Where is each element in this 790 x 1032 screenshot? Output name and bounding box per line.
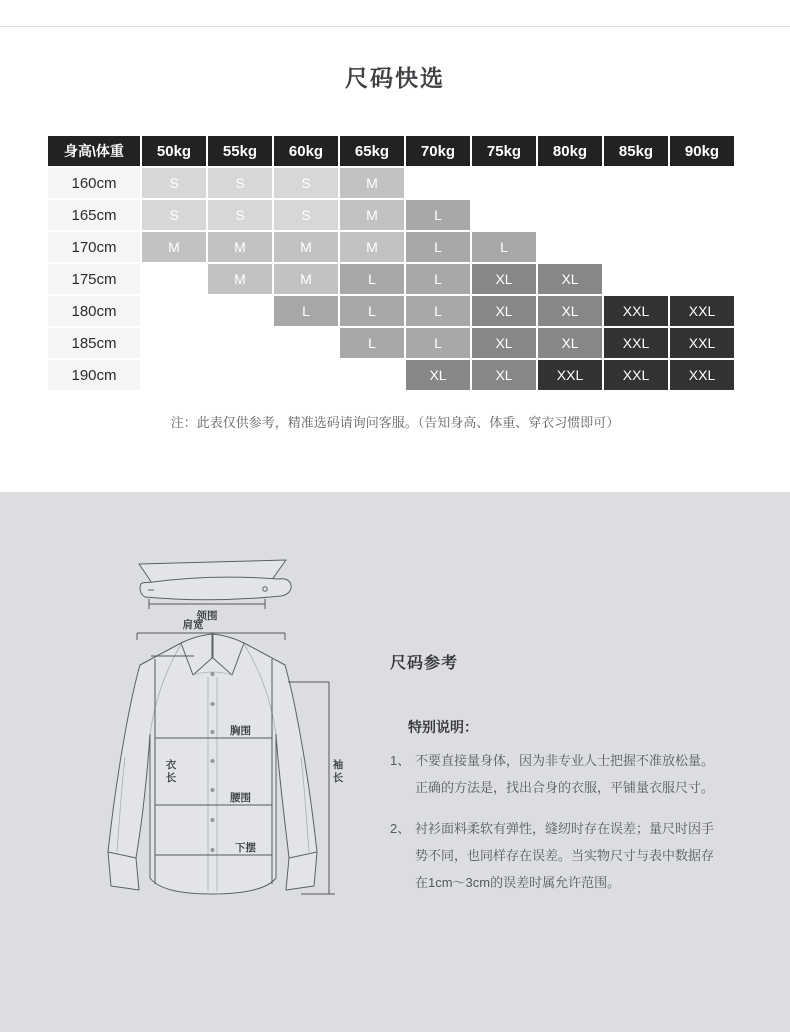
height-label-cell: 170cm [48, 232, 140, 262]
shoulder-width-label: 肩宽 [182, 619, 204, 631]
note-point-number: 1、 [390, 753, 411, 768]
weight-header-cell: 75kg [472, 136, 536, 166]
note-point-text: 衬衫面料柔软有弹性，缝纫时存在误差；量尺时因手势不同，也同样存在误差。当实物尺寸与表中数据存在1cm～3cm的误差时属允许范围。 [415, 821, 715, 890]
size-table [46, 134, 736, 392]
size-table-row [48, 328, 734, 358]
size-cell: XXL [670, 360, 734, 390]
size-cell: XXL [604, 296, 668, 326]
size-cell: S [274, 168, 338, 198]
size-cell: M [208, 232, 272, 262]
size-cell: XXL [670, 328, 734, 358]
size-cell: L [340, 264, 404, 294]
size-cell: L [406, 328, 470, 358]
note-point-1 [390, 747, 722, 801]
collar-diagram [139, 560, 291, 622]
empty-cell [274, 360, 338, 390]
empty-cell [538, 168, 602, 198]
size-table-row [48, 232, 734, 262]
collar-girth-label: 领围 [196, 610, 218, 622]
empty-cell [142, 360, 206, 390]
empty-cell [208, 296, 272, 326]
size-cell: M [274, 232, 338, 262]
empty-cell [604, 200, 668, 230]
shirt-measurement-diagram [95, 542, 355, 927]
size-table-row [48, 360, 734, 390]
size-cell: XXL [604, 328, 668, 358]
size-cell: XXL [670, 296, 734, 326]
height-label-cell: 175cm [48, 264, 140, 294]
hem-label: 下摆 [235, 842, 256, 854]
sleeve-length-label: 长 [332, 772, 344, 784]
size-cell: M [208, 264, 272, 294]
empty-cell [142, 264, 206, 294]
size-cell: L [472, 232, 536, 262]
note-point-2 [390, 815, 722, 896]
size-cell: L [406, 200, 470, 230]
empty-cell [472, 168, 536, 198]
special-notes-heading: 特别说明： [408, 719, 478, 735]
size-cell: M [340, 232, 404, 262]
weight-header-cell: 85kg [604, 136, 668, 166]
empty-cell [670, 232, 734, 262]
chest-girth-label: 胸围 [230, 725, 251, 737]
empty-cell [274, 328, 338, 358]
size-cell: XL [538, 328, 602, 358]
size-cell: XL [406, 360, 470, 390]
size-cell: M [274, 264, 338, 294]
size-cell: XL [472, 328, 536, 358]
size-cell: XL [538, 296, 602, 326]
empty-cell [670, 200, 734, 230]
size-table-row [48, 168, 734, 198]
page-title: 尺码快选 [345, 65, 445, 91]
garment-length-label: 衣 [165, 759, 177, 771]
empty-cell [604, 264, 668, 294]
height-label-cell: 190cm [48, 360, 140, 390]
size-reference-text [390, 650, 722, 910]
empty-cell [472, 200, 536, 230]
empty-cell [604, 168, 668, 198]
size-cell: XXL [604, 360, 668, 390]
empty-cell [208, 360, 272, 390]
size-cell: M [142, 232, 206, 262]
size-cell: S [208, 200, 272, 230]
empty-cell [142, 296, 206, 326]
size-note: 注：此表仅供参考，精准选码请询问客服。（告知身高、体重、穿衣习惯即可） [170, 415, 620, 430]
empty-cell [670, 264, 734, 294]
empty-cell [604, 232, 668, 262]
size-table-row [48, 200, 734, 230]
size-cell: XL [472, 264, 536, 294]
size-cell: XL [472, 296, 536, 326]
size-cell: L [406, 264, 470, 294]
note-point-text: 不要直接量身体，因为非专业人士把握不准放松量。正确的方法是，找出合身的衣服，平铺量衣服尺寸。 [415, 753, 715, 795]
height-label-cell: 180cm [48, 296, 140, 326]
empty-cell [340, 360, 404, 390]
size-table-row [48, 264, 734, 294]
size-cell: XL [538, 264, 602, 294]
size-cell: S [142, 168, 206, 198]
size-cell: XL [472, 360, 536, 390]
size-cell: L [274, 296, 338, 326]
size-cell: L [340, 328, 404, 358]
empty-cell [406, 168, 470, 198]
size-cell: L [406, 296, 470, 326]
weight-header-cell: 70kg [406, 136, 470, 166]
weight-header-cell: 65kg [340, 136, 404, 166]
size-cell: M [340, 200, 404, 230]
size-cell: L [340, 296, 404, 326]
weight-header-cell: 80kg [538, 136, 602, 166]
empty-cell [538, 200, 602, 230]
weight-header-cell: 90kg [670, 136, 734, 166]
empty-cell [538, 232, 602, 262]
height-label-cell: 165cm [48, 200, 140, 230]
size-cell: S [274, 200, 338, 230]
corner-header-cell: 身高\体重 [48, 136, 140, 166]
size-cell: S [208, 168, 272, 198]
weight-header-cell: 50kg [142, 136, 206, 166]
size-cell: XXL [538, 360, 602, 390]
garment-length-label: 长 [165, 772, 177, 784]
height-label-cell: 160cm [48, 168, 140, 198]
top-divider [0, 26, 790, 27]
sleeve-length-label: 袖 [332, 759, 344, 771]
size-cell: M [340, 168, 404, 198]
weight-header-cell: 55kg [208, 136, 272, 166]
height-label-cell: 185cm [48, 328, 140, 358]
size-table-header-row [48, 136, 734, 166]
note-point-number: 2、 [390, 821, 411, 836]
size-cell: S [142, 200, 206, 230]
empty-cell [142, 328, 206, 358]
empty-cell [208, 328, 272, 358]
size-table-row [48, 296, 734, 326]
size-reference-panel [0, 492, 790, 1032]
empty-cell [670, 168, 734, 198]
size-cell: L [406, 232, 470, 262]
weight-header-cell: 60kg [274, 136, 338, 166]
reference-heading: 尺码参考 [390, 655, 459, 672]
waist-girth-label: 腰围 [230, 792, 251, 804]
